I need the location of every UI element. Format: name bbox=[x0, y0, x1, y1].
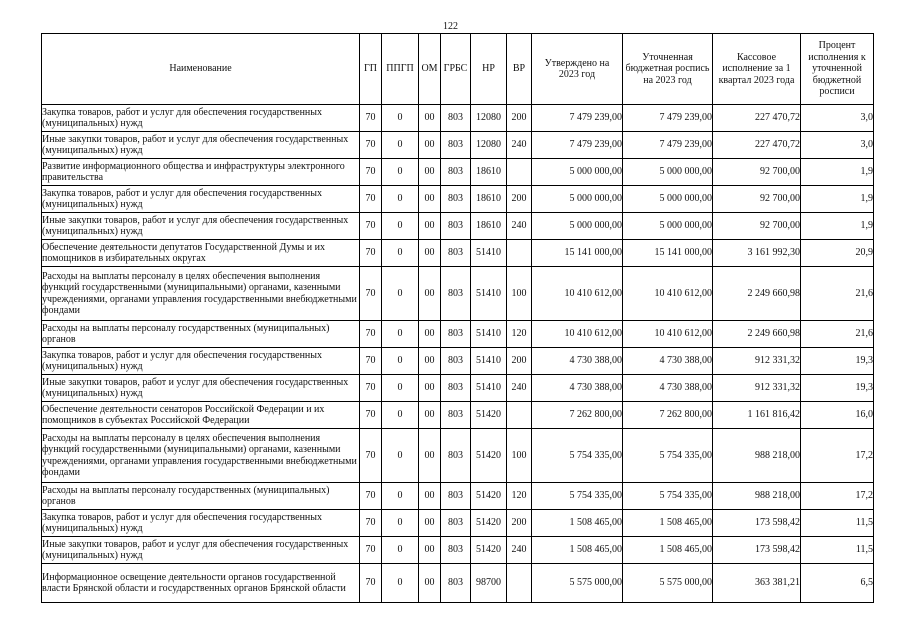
cell-ppgp: 0 bbox=[382, 213, 419, 240]
cell-ppgp: 0 bbox=[382, 186, 419, 213]
cell-approved: 4 730 388,00 bbox=[532, 348, 623, 375]
header-gp: ГП bbox=[360, 34, 382, 105]
cell-percent: 11,5 bbox=[801, 537, 874, 564]
cell-percent: 1,9 bbox=[801, 186, 874, 213]
cell-grbs: 803 bbox=[441, 537, 471, 564]
cell-gp: 70 bbox=[360, 240, 382, 267]
cell-name: Расходы на выплаты персоналу государственных (муниципальных) органов bbox=[42, 321, 360, 348]
cell-name: Иные закупки товаров, работ и услуг для обеспечения государственных (муниципальных) нужд bbox=[42, 213, 360, 240]
table-row bbox=[42, 402, 874, 429]
cell-name: Обеспечение деятельности сенаторов Российской Федерации и их помощников в субъектах Российской Федерации bbox=[42, 402, 360, 429]
cell-om: 00 bbox=[419, 483, 441, 510]
cell-np: 18610 bbox=[471, 159, 507, 186]
table-row bbox=[42, 564, 874, 603]
cell-ppgp: 0 bbox=[382, 537, 419, 564]
cell-grbs: 803 bbox=[441, 483, 471, 510]
cell-approved: 4 730 388,00 bbox=[532, 375, 623, 402]
cell-cash: 912 331,32 bbox=[713, 375, 801, 402]
cell-om: 00 bbox=[419, 213, 441, 240]
cell-np: 51410 bbox=[471, 240, 507, 267]
cell-name: Закупка товаров, работ и услуг для обеспечения государственных (муниципальных) нужд bbox=[42, 186, 360, 213]
cell-om: 00 bbox=[419, 132, 441, 159]
cell-gp: 70 bbox=[360, 132, 382, 159]
cell-percent: 3,0 bbox=[801, 105, 874, 132]
cell-cash: 92 700,00 bbox=[713, 159, 801, 186]
header-approved: Утверждено на 2023 год bbox=[532, 34, 623, 105]
cell-approved: 1 508 465,00 bbox=[532, 510, 623, 537]
cell-approved: 5 575 000,00 bbox=[532, 564, 623, 603]
cell-refined: 1 508 465,00 bbox=[623, 537, 713, 564]
cell-np: 51420 bbox=[471, 402, 507, 429]
cell-approved: 7 479 239,00 bbox=[532, 132, 623, 159]
cell-cash: 227 470,72 bbox=[713, 105, 801, 132]
cell-om: 00 bbox=[419, 240, 441, 267]
cell-np: 51420 bbox=[471, 510, 507, 537]
cell-refined: 7 262 800,00 bbox=[623, 402, 713, 429]
cell-grbs: 803 bbox=[441, 159, 471, 186]
cell-name: Расходы на выплаты персоналу в целях обеспечения выполнения функций государственными (муниципальными) органами, казенными учреждениями, органами управления государственными внебюджетными фондами bbox=[42, 429, 360, 483]
cell-np: 51410 bbox=[471, 375, 507, 402]
cell-vr bbox=[507, 159, 532, 186]
cell-ppgp: 0 bbox=[382, 483, 419, 510]
table-row bbox=[42, 375, 874, 402]
cell-percent: 20,9 bbox=[801, 240, 874, 267]
cell-percent: 6,5 bbox=[801, 564, 874, 603]
cell-grbs: 803 bbox=[441, 213, 471, 240]
cell-cash: 1 161 816,42 bbox=[713, 402, 801, 429]
cell-vr: 240 bbox=[507, 213, 532, 240]
cell-grbs: 803 bbox=[441, 510, 471, 537]
cell-np: 51420 bbox=[471, 483, 507, 510]
cell-percent: 3,0 bbox=[801, 132, 874, 159]
cell-np: 18610 bbox=[471, 213, 507, 240]
cell-vr: 200 bbox=[507, 105, 532, 132]
cell-name: Закупка товаров, работ и услуг для обеспечения государственных (муниципальных) нужд bbox=[42, 105, 360, 132]
header-vr: ВР bbox=[507, 34, 532, 105]
cell-gp: 70 bbox=[360, 429, 382, 483]
cell-cash: 173 598,42 bbox=[713, 510, 801, 537]
cell-grbs: 803 bbox=[441, 402, 471, 429]
cell-ppgp: 0 bbox=[382, 240, 419, 267]
table-row bbox=[42, 537, 874, 564]
cell-np: 51420 bbox=[471, 429, 507, 483]
cell-refined: 5 754 335,00 bbox=[623, 483, 713, 510]
cell-approved: 5 000 000,00 bbox=[532, 213, 623, 240]
cell-cash: 92 700,00 bbox=[713, 213, 801, 240]
cell-refined: 5 000 000,00 bbox=[623, 159, 713, 186]
table-row bbox=[42, 267, 874, 321]
cell-vr: 120 bbox=[507, 483, 532, 510]
cell-approved: 7 262 800,00 bbox=[532, 402, 623, 429]
cell-name: Закупка товаров, работ и услуг для обеспечения государственных (муниципальных) нужд bbox=[42, 510, 360, 537]
cell-om: 00 bbox=[419, 537, 441, 564]
cell-vr bbox=[507, 402, 532, 429]
cell-gp: 70 bbox=[360, 186, 382, 213]
cell-gp: 70 bbox=[360, 267, 382, 321]
cell-ppgp: 0 bbox=[382, 402, 419, 429]
cell-grbs: 803 bbox=[441, 240, 471, 267]
cell-gp: 70 bbox=[360, 375, 382, 402]
cell-om: 00 bbox=[419, 105, 441, 132]
header-refined: Уточненная бюджетная роспись на 2023 год bbox=[623, 34, 713, 105]
cell-refined: 10 410 612,00 bbox=[623, 267, 713, 321]
header-om: ОМ bbox=[419, 34, 441, 105]
cell-cash: 2 249 660,98 bbox=[713, 267, 801, 321]
cell-ppgp: 0 bbox=[382, 105, 419, 132]
cell-percent: 21,6 bbox=[801, 321, 874, 348]
cell-name: Иные закупки товаров, работ и услуг для обеспечения государственных (муниципальных) нужд bbox=[42, 375, 360, 402]
cell-cash: 363 381,21 bbox=[713, 564, 801, 603]
cell-approved: 5 754 335,00 bbox=[532, 429, 623, 483]
cell-approved: 5 000 000,00 bbox=[532, 159, 623, 186]
cell-percent: 1,9 bbox=[801, 213, 874, 240]
cell-percent: 19,3 bbox=[801, 348, 874, 375]
cell-name: Иные закупки товаров, работ и услуг для обеспечения государственных (муниципальных) нужд bbox=[42, 537, 360, 564]
cell-om: 00 bbox=[419, 510, 441, 537]
cell-vr: 100 bbox=[507, 267, 532, 321]
cell-ppgp: 0 bbox=[382, 159, 419, 186]
cell-cash: 3 161 992,30 bbox=[713, 240, 801, 267]
cell-percent: 17,2 bbox=[801, 483, 874, 510]
cell-name: Развитие информационного общества и инфраструктуры электронного правительства bbox=[42, 159, 360, 186]
cell-percent: 19,3 bbox=[801, 375, 874, 402]
cell-approved: 7 479 239,00 bbox=[532, 105, 623, 132]
cell-approved: 15 141 000,00 bbox=[532, 240, 623, 267]
cell-name: Информационное освещение деятельности органов государственной власти Брянской области и государственных органов Брянской области bbox=[42, 564, 360, 603]
header-ppgp: ППГП bbox=[382, 34, 419, 105]
cell-np: 51410 bbox=[471, 321, 507, 348]
cell-ppgp: 0 bbox=[382, 564, 419, 603]
header-np: НР bbox=[471, 34, 507, 105]
cell-om: 00 bbox=[419, 375, 441, 402]
table-row bbox=[42, 159, 874, 186]
cell-refined: 10 410 612,00 bbox=[623, 321, 713, 348]
page-number: 122 bbox=[443, 21, 458, 32]
table-row bbox=[42, 510, 874, 537]
cell-approved: 10 410 612,00 bbox=[532, 321, 623, 348]
cell-ppgp: 0 bbox=[382, 321, 419, 348]
cell-gp: 70 bbox=[360, 402, 382, 429]
cell-np: 18610 bbox=[471, 186, 507, 213]
cell-om: 00 bbox=[419, 564, 441, 603]
table-row bbox=[42, 321, 874, 348]
cell-name: Иные закупки товаров, работ и услуг для обеспечения государственных (муниципальных) нужд bbox=[42, 132, 360, 159]
cell-cash: 912 331,32 bbox=[713, 348, 801, 375]
cell-refined: 1 508 465,00 bbox=[623, 510, 713, 537]
cell-gp: 70 bbox=[360, 159, 382, 186]
cell-grbs: 803 bbox=[441, 186, 471, 213]
table-header-row bbox=[42, 34, 874, 105]
cell-refined: 5 575 000,00 bbox=[623, 564, 713, 603]
cell-approved: 10 410 612,00 bbox=[532, 267, 623, 321]
cell-approved: 5 754 335,00 bbox=[532, 483, 623, 510]
cell-cash: 2 249 660,98 bbox=[713, 321, 801, 348]
header-percent: Процент исполнения к уточненной бюджетной росписи bbox=[801, 34, 874, 105]
cell-np: 12080 bbox=[471, 132, 507, 159]
cell-gp: 70 bbox=[360, 105, 382, 132]
cell-percent: 21,6 bbox=[801, 267, 874, 321]
cell-cash: 227 470,72 bbox=[713, 132, 801, 159]
cell-refined: 4 730 388,00 bbox=[623, 375, 713, 402]
cell-percent: 1,9 bbox=[801, 159, 874, 186]
cell-gp: 70 bbox=[360, 537, 382, 564]
cell-gp: 70 bbox=[360, 348, 382, 375]
cell-grbs: 803 bbox=[441, 564, 471, 603]
cell-percent: 11,5 bbox=[801, 510, 874, 537]
cell-gp: 70 bbox=[360, 213, 382, 240]
cell-om: 00 bbox=[419, 429, 441, 483]
budget-table bbox=[41, 33, 874, 603]
cell-vr bbox=[507, 240, 532, 267]
cell-ppgp: 0 bbox=[382, 429, 419, 483]
cell-name: Обеспечение деятельности депутатов Государственной Думы и их помощников в избирательных округах bbox=[42, 240, 360, 267]
cell-grbs: 803 bbox=[441, 375, 471, 402]
cell-percent: 17,2 bbox=[801, 429, 874, 483]
cell-vr bbox=[507, 564, 532, 603]
cell-refined: 5 754 335,00 bbox=[623, 429, 713, 483]
cell-vr: 120 bbox=[507, 321, 532, 348]
cell-refined: 5 000 000,00 bbox=[623, 186, 713, 213]
cell-gp: 70 bbox=[360, 564, 382, 603]
cell-np: 98700 bbox=[471, 564, 507, 603]
cell-grbs: 803 bbox=[441, 267, 471, 321]
header-name: Наименование bbox=[42, 34, 360, 105]
cell-refined: 5 000 000,00 bbox=[623, 213, 713, 240]
cell-grbs: 803 bbox=[441, 429, 471, 483]
cell-vr: 240 bbox=[507, 375, 532, 402]
cell-np: 51410 bbox=[471, 348, 507, 375]
cell-ppgp: 0 bbox=[382, 267, 419, 321]
table-row bbox=[42, 105, 874, 132]
cell-ppgp: 0 bbox=[382, 510, 419, 537]
table-row bbox=[42, 483, 874, 510]
cell-cash: 988 218,00 bbox=[713, 483, 801, 510]
cell-gp: 70 bbox=[360, 321, 382, 348]
cell-om: 00 bbox=[419, 348, 441, 375]
table-row bbox=[42, 348, 874, 375]
cell-np: 51420 bbox=[471, 537, 507, 564]
table-row bbox=[42, 213, 874, 240]
cell-name: Расходы на выплаты персоналу в целях обеспечения выполнения функций государственными (муниципальными) органами, казенными учреждениями, органами управления государственными внебюджетными фондами bbox=[42, 267, 360, 321]
cell-om: 00 bbox=[419, 402, 441, 429]
cell-name: Закупка товаров, работ и услуг для обеспечения государственных (муниципальных) нужд bbox=[42, 348, 360, 375]
cell-om: 00 bbox=[419, 159, 441, 186]
cell-grbs: 803 bbox=[441, 105, 471, 132]
cell-grbs: 803 bbox=[441, 348, 471, 375]
cell-name: Расходы на выплаты персоналу государственных (муниципальных) органов bbox=[42, 483, 360, 510]
cell-om: 00 bbox=[419, 267, 441, 321]
table-row bbox=[42, 429, 874, 483]
cell-vr: 200 bbox=[507, 348, 532, 375]
cell-grbs: 803 bbox=[441, 132, 471, 159]
table-row bbox=[42, 186, 874, 213]
cell-ppgp: 0 bbox=[382, 132, 419, 159]
cell-vr: 240 bbox=[507, 537, 532, 564]
cell-vr: 200 bbox=[507, 510, 532, 537]
cell-np: 12080 bbox=[471, 105, 507, 132]
cell-gp: 70 bbox=[360, 483, 382, 510]
cell-vr: 200 bbox=[507, 186, 532, 213]
cell-cash: 173 598,42 bbox=[713, 537, 801, 564]
cell-refined: 15 141 000,00 bbox=[623, 240, 713, 267]
cell-approved: 5 000 000,00 bbox=[532, 186, 623, 213]
cell-om: 00 bbox=[419, 321, 441, 348]
cell-vr: 240 bbox=[507, 132, 532, 159]
cell-grbs: 803 bbox=[441, 321, 471, 348]
cell-refined: 7 479 239,00 bbox=[623, 132, 713, 159]
cell-cash: 988 218,00 bbox=[713, 429, 801, 483]
cell-om: 00 bbox=[419, 186, 441, 213]
cell-approved: 1 508 465,00 bbox=[532, 537, 623, 564]
cell-gp: 70 bbox=[360, 510, 382, 537]
cell-cash: 92 700,00 bbox=[713, 186, 801, 213]
cell-np: 51410 bbox=[471, 267, 507, 321]
cell-refined: 4 730 388,00 bbox=[623, 348, 713, 375]
table-row bbox=[42, 132, 874, 159]
cell-vr: 100 bbox=[507, 429, 532, 483]
header-grbs: ГРБС bbox=[441, 34, 471, 105]
cell-ppgp: 0 bbox=[382, 375, 419, 402]
header-cash: Кассовое исполнение за 1 квартал 2023 года bbox=[713, 34, 801, 105]
table-row bbox=[42, 240, 874, 267]
cell-refined: 7 479 239,00 bbox=[623, 105, 713, 132]
cell-ppgp: 0 bbox=[382, 348, 419, 375]
cell-percent: 16,0 bbox=[801, 402, 874, 429]
